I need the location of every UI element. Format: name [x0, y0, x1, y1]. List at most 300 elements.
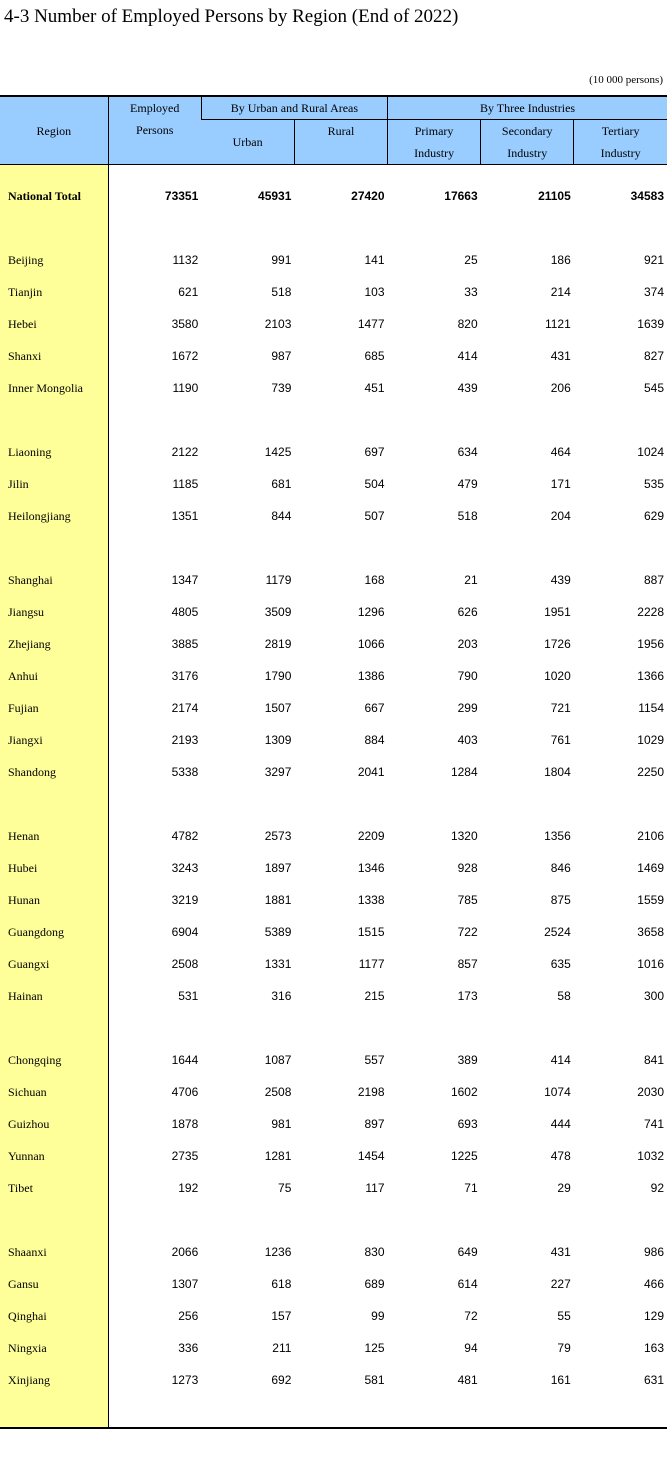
table-row [0, 1332, 667, 1364]
region-cell-empty [0, 1012, 108, 1044]
value-cell: 1881 [264, 893, 292, 907]
region-cell: Jiangxi [0, 724, 108, 756]
table-row [0, 852, 667, 884]
value-cell: 206 [550, 381, 571, 395]
value-cell: 841 [643, 1053, 664, 1067]
value-cell: 1185 [172, 477, 199, 491]
value-cell-empty [574, 165, 667, 181]
value-cell: 3509 [264, 605, 292, 619]
region-cell: Chongqing [0, 1044, 108, 1076]
value-cell-empty [574, 1396, 667, 1428]
value-cell-empty [574, 1204, 667, 1236]
value-cell: 389 [457, 1053, 478, 1067]
table-row [0, 660, 667, 692]
value-cell: 5338 [171, 765, 199, 779]
region-cell: Ningxia [0, 1332, 108, 1364]
table-body [0, 165, 667, 1429]
value-cell-empty [388, 532, 481, 564]
value-cell: 649 [457, 1245, 478, 1259]
value-cell: 214 [550, 285, 571, 299]
header-employed-line1: Employed [130, 101, 180, 115]
value-cell: 2198 [357, 1085, 385, 1099]
value-cell: 1477 [357, 317, 385, 331]
value-cell: 928 [457, 861, 478, 875]
value-cell-empty [108, 532, 201, 564]
value-cell: 211 [272, 1341, 292, 1355]
value-cell-empty [201, 1204, 294, 1236]
value-cell: 857 [457, 957, 478, 971]
value-cell: 693 [457, 1117, 478, 1131]
value-cell: 1507 [264, 701, 292, 715]
value-cell-empty [294, 1204, 387, 1236]
value-cell: 887 [643, 573, 664, 587]
value-cell: 884 [364, 733, 385, 747]
value-cell-empty [201, 1012, 294, 1044]
value-cell-empty [481, 1396, 574, 1428]
region-cell-empty [0, 1204, 108, 1236]
value-cell: 403 [457, 733, 478, 747]
value-cell: 1639 [637, 317, 664, 331]
value-cell-empty [108, 404, 201, 436]
value-cell: 466 [643, 1277, 664, 1291]
value-cell: 846 [550, 861, 571, 875]
value-cell: 739 [271, 381, 292, 395]
header-urban: Urban [201, 120, 294, 165]
value-cell: 618 [271, 1277, 292, 1291]
table-row [0, 1044, 667, 1076]
value-cell: 1236 [264, 1245, 292, 1259]
value-cell: 614 [457, 1277, 478, 1291]
value-cell: 3176 [171, 669, 199, 683]
table-row [0, 276, 667, 308]
value-cell: 2193 [171, 733, 199, 747]
value-cell: 2250 [637, 765, 664, 779]
value-cell: 125 [364, 1341, 385, 1355]
value-cell: 215 [364, 989, 385, 1003]
value-cell: 681 [271, 477, 292, 491]
table-row [0, 692, 667, 724]
value-cell: 192 [178, 1181, 199, 1195]
region-cell: Sichuan [0, 1076, 108, 1108]
table-header [0, 96, 667, 165]
value-cell: 186 [550, 253, 571, 267]
value-cell: 634 [457, 445, 478, 459]
value-cell: 1338 [357, 893, 385, 907]
value-cell: 157 [271, 1309, 292, 1323]
value-cell: 1346 [357, 861, 385, 875]
region-cell: Shandong [0, 756, 108, 788]
value-cell: 2103 [264, 317, 292, 331]
value-cell: 1790 [264, 669, 292, 683]
value-cell: 1309 [264, 733, 292, 747]
value-cell-empty [108, 788, 201, 820]
value-cell: 1956 [637, 637, 664, 651]
value-cell: 479 [457, 477, 478, 491]
table-row [0, 564, 667, 596]
value-cell: 1897 [264, 861, 292, 875]
value-cell-empty [294, 788, 387, 820]
region-cell-empty [0, 1396, 108, 1428]
value-cell: 3243 [171, 861, 199, 875]
value-cell: 1726 [544, 637, 571, 651]
table-row [0, 884, 667, 916]
value-cell: 981 [271, 1117, 292, 1131]
value-cell: 1296 [357, 605, 385, 619]
spacer-row [0, 212, 667, 244]
value-cell: 2735 [171, 1149, 199, 1163]
value-cell: 1644 [171, 1053, 199, 1067]
value-cell-empty [574, 1012, 667, 1044]
value-cell-empty [294, 1012, 387, 1044]
value-cell: 1331 [264, 957, 292, 971]
value-cell: 439 [457, 381, 478, 395]
value-cell-empty [294, 532, 387, 564]
value-cell: 58 [557, 989, 571, 1003]
value-cell: 73351 [164, 189, 199, 203]
value-cell: 55 [557, 1309, 571, 1323]
value-cell: 1347 [171, 573, 199, 587]
value-cell-empty [481, 212, 574, 244]
value-cell: 2030 [637, 1085, 664, 1099]
region-cell: Guangdong [0, 916, 108, 948]
region-cell-empty [0, 788, 108, 820]
value-cell: 204 [550, 509, 571, 523]
value-cell-empty [294, 165, 387, 181]
value-cell: 1284 [450, 765, 478, 779]
value-cell: 481 [457, 1373, 478, 1387]
table-row [0, 372, 667, 404]
value-cell-empty [388, 1396, 481, 1428]
header-secondary-line2: Industry [507, 146, 548, 160]
value-cell: 1351 [171, 509, 199, 523]
region-cell: National Total [0, 180, 108, 212]
value-cell: 1320 [450, 829, 478, 843]
value-cell: 986 [643, 1245, 664, 1259]
value-cell: 1121 [544, 317, 571, 331]
value-cell: 1425 [264, 445, 292, 459]
value-cell: 79 [557, 1341, 571, 1355]
value-cell: 2524 [544, 925, 571, 939]
table-row [0, 1268, 667, 1300]
value-cell-empty [388, 165, 481, 181]
value-cell: 1024 [637, 445, 664, 459]
region-cell: Qinghai [0, 1300, 108, 1332]
unit-note: (10 000 persons) [589, 74, 663, 86]
value-cell-empty [481, 1204, 574, 1236]
value-cell: 168 [364, 573, 385, 587]
table-row [0, 820, 667, 852]
value-cell-empty [108, 1396, 201, 1428]
value-cell: 439 [550, 573, 571, 587]
value-cell: 1177 [358, 957, 385, 971]
header-employed-line2: Persons [136, 123, 174, 137]
value-cell: 2041 [357, 765, 385, 779]
header-primary-line1: Primary [414, 124, 454, 138]
value-cell: 1190 [172, 381, 199, 395]
value-cell: 621 [178, 285, 199, 299]
value-cell: 626 [457, 605, 478, 619]
value-cell: 531 [178, 989, 199, 1003]
spacer-row [0, 1012, 667, 1044]
value-cell: 2508 [264, 1085, 292, 1099]
value-cell: 987 [271, 349, 292, 363]
value-cell-empty [201, 1396, 294, 1428]
value-cell: 1074 [544, 1085, 571, 1099]
value-cell: 72 [464, 1309, 478, 1323]
region-cell: Fujian [0, 692, 108, 724]
region-cell: Hubei [0, 852, 108, 884]
value-cell: 256 [178, 1309, 199, 1323]
value-cell: 431 [550, 1245, 571, 1259]
value-cell: 535 [643, 477, 664, 491]
value-cell: 3580 [171, 317, 199, 331]
value-cell: 1951 [544, 605, 571, 619]
value-cell: 227 [550, 1277, 571, 1291]
table-row [0, 1108, 667, 1140]
value-cell: 5389 [264, 925, 292, 939]
value-cell: 1273 [171, 1373, 199, 1387]
header-tertiary-line2: Industry [600, 146, 641, 160]
table-row [0, 948, 667, 980]
value-cell: 518 [271, 285, 292, 299]
table-row [0, 1140, 667, 1172]
value-cell: 117 [365, 1181, 385, 1195]
value-cell: 1515 [357, 925, 385, 939]
region-cell: Tibet [0, 1172, 108, 1204]
value-cell: 1179 [265, 573, 292, 587]
region-cell: Henan [0, 820, 108, 852]
value-cell: 299 [457, 701, 478, 715]
table-row [0, 244, 667, 276]
value-cell-empty [108, 1204, 201, 1236]
value-cell-empty [108, 1012, 201, 1044]
value-cell: 631 [643, 1373, 664, 1387]
value-cell: 1307 [171, 1277, 199, 1291]
region-cell: Hebei [0, 308, 108, 340]
value-cell: 3297 [264, 765, 292, 779]
value-cell: 504 [364, 477, 385, 491]
value-cell: 1281 [264, 1149, 292, 1163]
value-cell-empty [388, 212, 481, 244]
value-cell: 45931 [258, 189, 292, 203]
value-cell-empty [388, 404, 481, 436]
value-cell: 316 [271, 989, 292, 1003]
region-cell: Tianjin [0, 276, 108, 308]
value-cell: 171 [550, 477, 571, 491]
value-cell: 2819 [264, 637, 292, 651]
table-row [0, 1364, 667, 1396]
value-cell: 3885 [171, 637, 199, 651]
value-cell: 991 [271, 253, 292, 267]
value-cell: 75 [278, 1181, 292, 1195]
value-cell: 827 [643, 349, 664, 363]
table-row [0, 724, 667, 756]
employment-table [0, 95, 667, 1429]
value-cell: 6904 [171, 925, 199, 939]
value-cell: 545 [643, 381, 664, 395]
value-cell: 507 [364, 509, 385, 523]
value-cell: 1602 [450, 1085, 478, 1099]
header-tertiary [574, 120, 667, 165]
value-cell: 1469 [637, 861, 664, 875]
region-cell: Heilongjiang [0, 500, 108, 532]
header-secondary-line1: Secondary [501, 124, 553, 138]
header-secondary [481, 120, 574, 165]
region-cell-empty [0, 212, 108, 244]
value-cell: 21105 [538, 189, 571, 203]
total-row [0, 180, 667, 212]
table-row [0, 628, 667, 660]
value-cell: 1356 [544, 829, 571, 843]
region-cell: Shanxi [0, 340, 108, 372]
value-cell: 163 [643, 1341, 664, 1355]
value-cell: 741 [643, 1117, 664, 1131]
header-region: Region [0, 96, 108, 165]
value-cell: 1087 [264, 1053, 292, 1067]
value-cell-empty [201, 404, 294, 436]
table-row [0, 340, 667, 372]
value-cell: 820 [457, 317, 478, 331]
value-cell: 103 [364, 285, 385, 299]
value-cell: 4782 [171, 829, 199, 843]
value-cell: 518 [457, 509, 478, 523]
value-cell: 2066 [171, 1245, 199, 1259]
value-cell: 790 [457, 669, 478, 683]
value-cell: 1066 [357, 637, 385, 651]
value-cell-empty [481, 1012, 574, 1044]
value-cell: 844 [271, 509, 292, 523]
value-cell-empty [388, 1204, 481, 1236]
value-cell: 1386 [357, 669, 385, 683]
value-cell: 374 [643, 285, 664, 299]
value-cell: 1132 [172, 253, 199, 267]
value-cell-empty [574, 212, 667, 244]
region-cell: Shaanxi [0, 1236, 108, 1268]
value-cell: 557 [364, 1053, 385, 1067]
value-cell: 141 [364, 253, 385, 267]
value-cell: 1804 [544, 765, 571, 779]
value-cell: 92 [650, 1181, 664, 1195]
value-cell: 451 [364, 381, 385, 395]
table-row [0, 308, 667, 340]
value-cell-empty [574, 532, 667, 564]
region-cell: Jiangsu [0, 596, 108, 628]
spacer-row [0, 532, 667, 564]
value-cell: 33 [464, 285, 478, 299]
value-cell-empty [481, 165, 574, 181]
table-row [0, 596, 667, 628]
spacer-row [0, 1396, 667, 1428]
value-cell-empty [574, 404, 667, 436]
header-tertiary-line1: Tertiary [601, 124, 640, 138]
value-cell: 2573 [264, 829, 292, 843]
header-primary [388, 120, 481, 165]
value-cell: 697 [364, 445, 385, 459]
value-cell: 173 [457, 989, 478, 1003]
value-cell: 336 [178, 1341, 199, 1355]
table-row [0, 980, 667, 1012]
value-cell: 685 [364, 349, 385, 363]
value-cell: 478 [550, 1149, 571, 1163]
value-cell-empty [108, 212, 201, 244]
value-cell: 1672 [171, 349, 199, 363]
value-cell: 635 [550, 957, 571, 971]
table-row [0, 1300, 667, 1332]
table-row [0, 916, 667, 948]
value-cell: 1154 [638, 701, 664, 715]
value-cell: 414 [550, 1053, 571, 1067]
value-cell: 785 [457, 893, 478, 907]
region-cell: Anhui [0, 660, 108, 692]
value-cell: 761 [550, 733, 571, 747]
value-cell-empty [388, 788, 481, 820]
header-rural: Rural [294, 120, 387, 165]
value-cell-empty [108, 165, 201, 181]
value-cell: 3219 [171, 893, 199, 907]
value-cell: 4706 [171, 1085, 199, 1099]
table-row [0, 500, 667, 532]
value-cell: 29 [557, 1181, 571, 1195]
value-cell-empty [294, 212, 387, 244]
value-cell: 444 [550, 1117, 571, 1131]
value-cell-empty [388, 1012, 481, 1044]
value-cell: 897 [364, 1117, 385, 1131]
value-cell: 1366 [637, 669, 664, 683]
region-cell: Inner Mongolia [0, 372, 108, 404]
value-cell: 875 [550, 893, 571, 907]
value-cell: 1878 [171, 1117, 199, 1131]
value-cell: 2122 [171, 445, 199, 459]
value-cell: 94 [464, 1341, 478, 1355]
region-cell: Hunan [0, 884, 108, 916]
header-employed [108, 96, 201, 165]
value-cell: 99 [371, 1309, 385, 1323]
value-cell-empty [294, 404, 387, 436]
table-row [0, 1172, 667, 1204]
region-cell-empty [0, 404, 108, 436]
region-cell: Shanghai [0, 564, 108, 596]
value-cell-empty [294, 1396, 387, 1428]
value-cell: 414 [457, 349, 478, 363]
table-row [0, 756, 667, 788]
value-cell: 692 [271, 1373, 292, 1387]
value-cell: 581 [364, 1373, 385, 1387]
spacer-row [0, 404, 667, 436]
header-primary-line2: Industry [414, 146, 455, 160]
value-cell: 25 [464, 253, 478, 267]
value-cell: 667 [364, 701, 385, 715]
region-cell: Xinjiang [0, 1364, 108, 1396]
value-cell-empty [574, 788, 667, 820]
region-cell: Liaoning [0, 436, 108, 468]
region-cell: Zhejiang [0, 628, 108, 660]
region-cell: Guangxi [0, 948, 108, 980]
header-industries-group: By Three Industries [388, 96, 667, 120]
value-cell: 1454 [357, 1149, 385, 1163]
region-cell: Jilin [0, 468, 108, 500]
value-cell: 129 [643, 1309, 664, 1323]
value-cell: 161 [550, 1373, 571, 1387]
value-cell: 17663 [444, 189, 478, 203]
spacer-row [0, 788, 667, 820]
value-cell-empty [481, 788, 574, 820]
table-title: 4-3 Number of Employed Persons by Region (End of 2022) [4, 6, 459, 27]
value-cell: 27420 [351, 189, 385, 203]
region-cell: Gansu [0, 1268, 108, 1300]
value-cell: 1016 [637, 957, 664, 971]
value-cell: 2174 [171, 701, 199, 715]
value-cell: 300 [643, 989, 664, 1003]
